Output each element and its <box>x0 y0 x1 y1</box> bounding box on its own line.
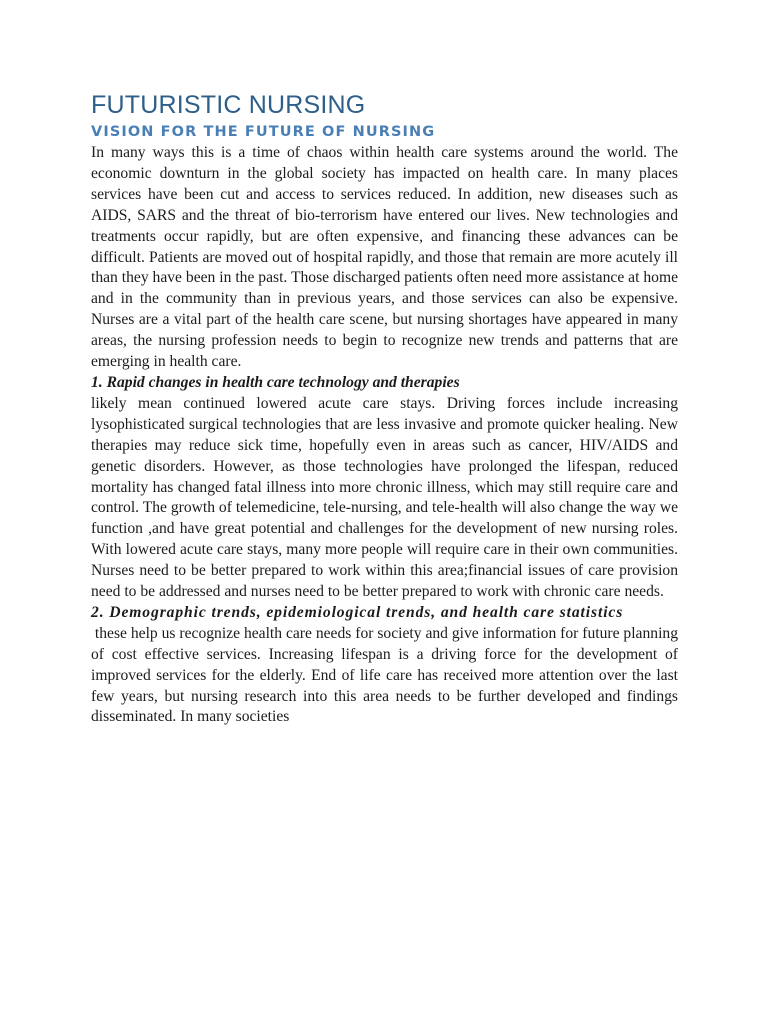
section-heading-technology: 1. Rapid changes in health care technology and therapies <box>91 373 460 391</box>
document-title: FUTURISTIC NURSING <box>91 91 366 119</box>
section-heading-demographics: 2. Demographic trends, epidemiological trends, and health care statistics <box>91 603 624 621</box>
section-body-technology: likely mean continued lowered acute care stays. Driving forces include increasing lysophisticated surgical technologies that are less invasive and promote quicker healing. New therapies may reduce sick time, hopefully even in areas such as cancer, HIV/AIDS and genetic disorders. However, as those technologies have prolonged the lifespan, reduced mortality has changed fatal illness into more chronic illness, which may still require care and control. The growth of telemedicine, tele-nursing, and tele-health will also change the way we function ,and have great potential and challenges for the development of new nursing roles. With lowered acute care stays, many more people will require care in their own communities. Nurses need to be better prepared to work within this area;financial issues of care provision need to be addressed and nurses need to be better prepared to work with chronic care needs. <box>91 394 678 601</box>
intro-paragraph: In many ways this is a time of chaos within health care systems around the world. The economic downturn in the global society has impacted on health care. In many places services have been cut and access to services reduced. In addition, new diseases such as AIDS, SARS and the threat of bio-terrorism have entered our lives. New technologies and treatments occur rapidly, but are often expensive, and financing these advances can be difficult. Patients are moved out of hospital rapidly, and those that remain are more acutely ill than they have been in the past. Those discharged patients often need more assistance at home and in the community than in previous years, and those services can also be expensive. Nurses are a vital part of the health care scene, but nursing shortages have appeared in many areas, the nursing profession needs to begin to recognize new trends and patterns that are emerging in health care. <box>91 144 678 371</box>
document-page <box>91 88 678 728</box>
section-body-demographics: these help us recognize health care needs for society and give information for future planning of cost effective services. Increasing lifespan is a driving force for the development of improved services for the elderly. End of life care has received more attention over the last few years, but nursing research into this area needs to be further developed and findings disseminated. In many societies <box>91 624 678 726</box>
document-subtitle: VISION FOR THE FUTURE OF NURSING <box>91 124 436 140</box>
